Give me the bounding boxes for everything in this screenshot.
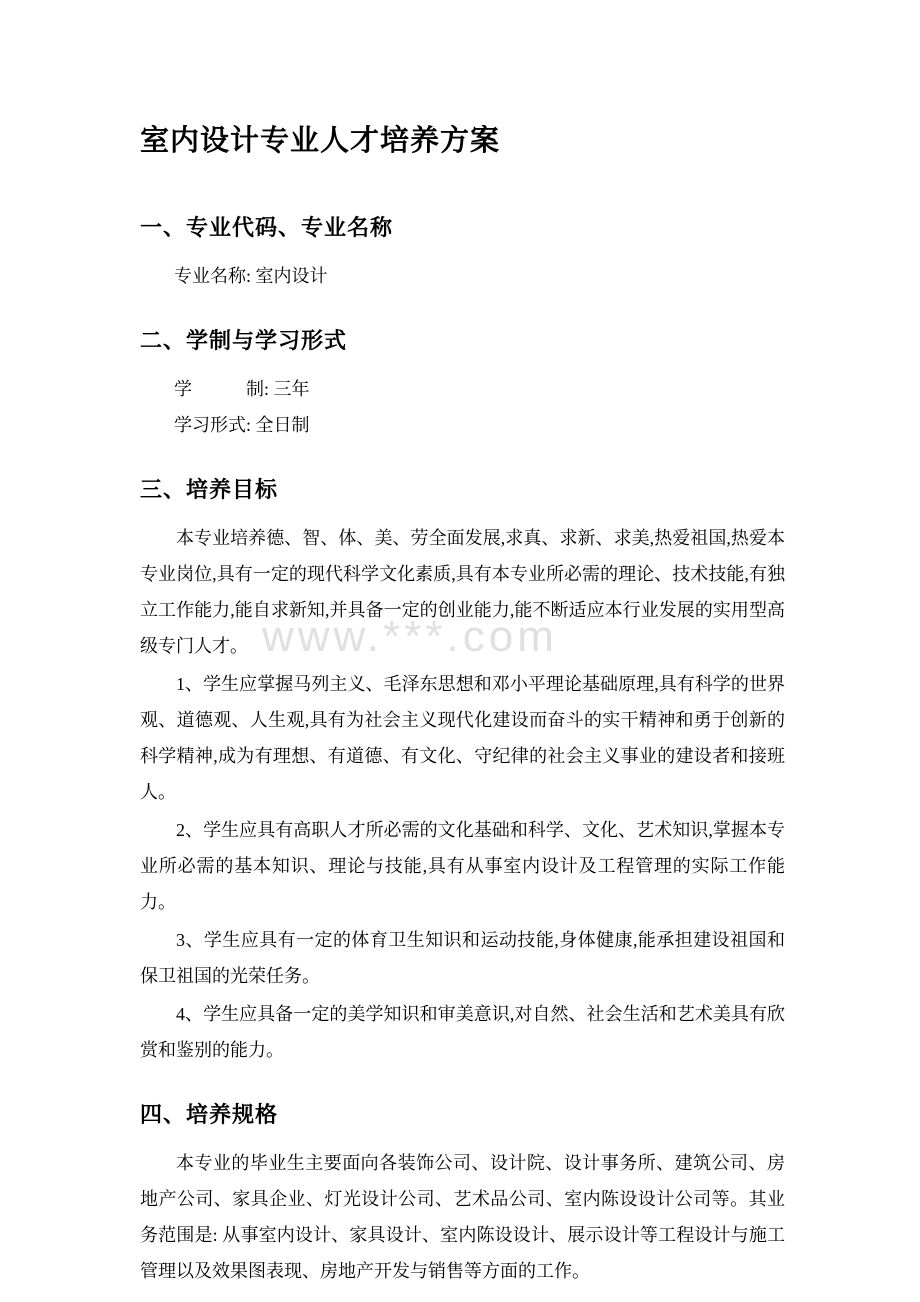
training-goal-intro-paragraph: 本专业培养德、智、体、美、劳全面发展,求真、求新、求美,热爱祖国,热爱本专业岗位,具有一定的现代科学文化素质,具有本专业所必需的理论、技术技能,有独立工作能力,能自求新知,并具备一定的创业能力,能不断适应本行业发展的实用型高级专门人才。 bbox=[140, 528, 785, 656]
training-goal-item-4: 4、学生应具备一定的美学知识和审美意识,对自然、社会生活和艺术美具有欣赏和鉴别的能力。 bbox=[140, 1004, 785, 1060]
study-form-line: 学习形式: 全日制 bbox=[174, 415, 310, 435]
section-heading-1: 一、专业代码、专业名称 bbox=[140, 215, 394, 240]
major-name-line: 专业名称: 室内设计 bbox=[174, 266, 328, 286]
section-heading-3: 三、培养目标 bbox=[140, 477, 279, 502]
schooling-length-line: 学 制: 三年 bbox=[174, 379, 310, 399]
training-goal-item-3: 3、学生应具有一定的体育卫生知识和运动技能,身体健康,能承担建设祖国和保卫祖国的光荣任务。 bbox=[140, 930, 785, 986]
watermark-text: www.***.com bbox=[262, 612, 558, 661]
training-spec-paragraph: 本专业的毕业生主要面向各装饰公司、设计院、设计事务所、建筑公司、房地产公司、家具企业、灯光设计公司、艺术品公司、室内陈设设计公司等。其业务范围是: 从事室内设计、家具设计、室内陈设设计、展示设计等工程设计与施工管理以及效果图表现、房地产开发与销售等方面的工作。 bbox=[140, 1153, 785, 1281]
section-heading-2: 二、学制与学习形式 bbox=[140, 328, 348, 353]
training-goal-item-2: 2、学生应具有高职人才所必需的文化基础和科学、文化、艺术知识,掌握本专业所必需的基本知识、理论与技能,具有从事室内设计及工程管理的实际工作能力。 bbox=[140, 820, 785, 912]
training-goal-item-1: 1、学生应掌握马列主义、毛泽东思想和邓小平理论基础原理,具有科学的世界观、道德观、人生观,具有为社会主义现代化建设而奋斗的实干精神和勇于创新的科学精神,成为有理想、有道德、有文化、守纪律的社会主义事业的建设者和接班人。 bbox=[140, 674, 785, 802]
document-content bbox=[140, 118, 785, 1291]
section-heading-4: 四、培养规格 bbox=[140, 1102, 279, 1127]
document-title: 室内设计专业人才培养方案 bbox=[140, 125, 501, 157]
